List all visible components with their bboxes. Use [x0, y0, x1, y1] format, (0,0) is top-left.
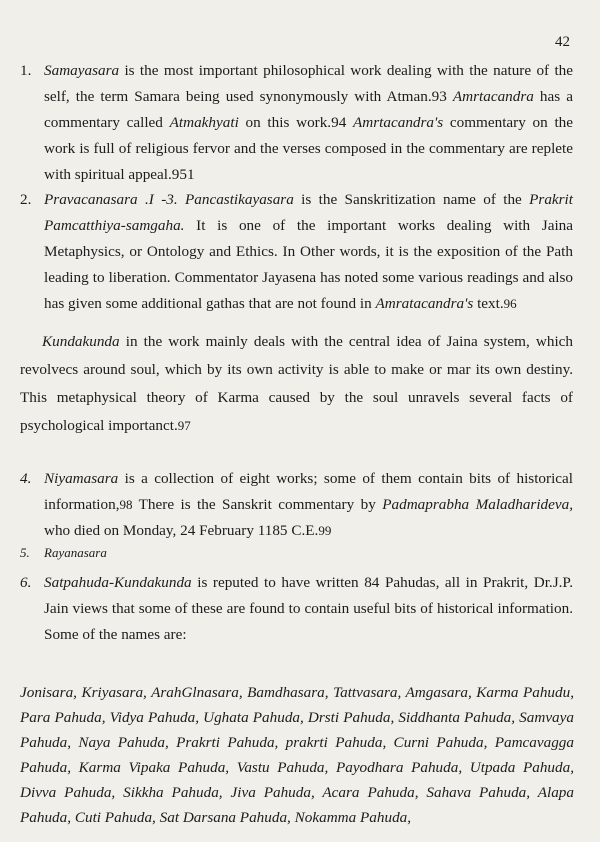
text-span: is the Sanskritization name of the — [293, 191, 530, 208]
text-span: commentary on the work is full of religious fervor and the verses composed in the commentary are replete with spiritual appeal.951 — [44, 114, 574, 183]
text-span: It is one of the important works dealing with Jaina Metaphysics, or Ontology and Ethics. In Other words, it is the exposition of the Path leading to liberation. Commentator Jayasena has noted some various readings and also has given some additional gathas that are not found in — [44, 217, 573, 312]
page-number: 42 — [555, 34, 570, 50]
list-item-4 — [0, 466, 600, 544]
list-item-5 — [0, 540, 600, 566]
body-paragraph — [0, 328, 600, 440]
title-pravacanasara: Pravacanasara .I -3. Pancastikayasara — [44, 191, 294, 208]
text-span: text. — [473, 295, 504, 312]
name-amrtacandra: Amrtacandra — [452, 88, 534, 105]
list-text — [44, 187, 573, 317]
text-span: on this work.94 — [238, 114, 354, 131]
text-span: is a collection of eight works; some of them contain bits of historical information, — [44, 470, 573, 513]
footnote-ref: 97 — [177, 418, 191, 433]
pahuda-names-list: Jonisara, Kriyasara, ArahGlnasara, Bamdhasara, Tattvasara, Amgasara, Karma Pahudu, Para Pahuda, Vidya Pahuda, Ughata Pahuda, Drsti Pahuda, Siddhanta Pahuda, Samvaya Pahuda, Naya Pahuda, Prakrti Pahuda, prakrti Pahuda, Curni Pahuda, Pamcavagga Pahuda, Karma Vipaka Pahuda, Vastu Pahuda, Payodhara Pahuda, Utpada Pahuda, Divva Pahuda, Sikkha Pahuda, Jiva Pahuda, Acara Pahuda, Sahava Pahuda, Alapa Pahuda, Cuti Pahuda, Sat Darsana Pahuda, Nokamma Pahuda, — [20, 684, 574, 826]
list-number: 6. — [20, 574, 32, 591]
list-text — [44, 466, 573, 544]
name-kundakunda: Kundakunda — [42, 333, 120, 350]
list-item-6 — [0, 570, 600, 648]
list-number: 5. — [20, 545, 30, 560]
name-padmaprabha: Padmaprabha Maladharideva, — [382, 496, 574, 513]
title-niyamasara: Niyamasara — [44, 470, 119, 487]
title-rayanasara: Rayanasara — [44, 545, 107, 560]
list-number: 4. — [20, 470, 32, 487]
footnote-ref: 99 — [318, 523, 332, 538]
footnote-ref: 98 — [119, 497, 133, 512]
text-span: There is the Sanskrit commentary by — [132, 496, 383, 513]
list-number: 2. — [20, 191, 32, 208]
text-span: is reputed to have written 84 Pahudas, all in Prakrit, Dr.J.P. Jain views that some of these are found to contain useful bits of historical information. Some of the names are: — [44, 574, 573, 643]
list-number: 1. — [20, 62, 32, 79]
text-span: has a commentary called — [44, 88, 573, 131]
list-item-2 — [0, 187, 600, 317]
text-span: who died on Monday, 24 February 1185 C.E. — [44, 522, 319, 539]
title-samayasara: Samayasara — [44, 62, 120, 79]
title-atmakhyati: Atmakhyati — [169, 114, 239, 131]
text-span: is the most important philosophical work dealing with the nature of the self, the term Samara being used synonymously with Atman.93 — [44, 62, 573, 105]
name-amrtacandras: Amrtacandra's — [353, 114, 444, 131]
footnote-ref: 96 — [503, 296, 517, 311]
list-text — [44, 58, 573, 188]
title-prakrit: Prakrit Pamcatthiya-samgaha. — [44, 191, 573, 234]
title-satpahuda: Satpahuda-Kundakunda — [44, 574, 192, 591]
text-span: in the work mainly deals with the central idea of Jaina system, which revolvecs around soul, which by its own activity is able to make or mar its own destiny. This metaphysical theory of Karma caused by the soul unravels several facts of psychological importanct. — [20, 333, 573, 434]
list-text — [44, 570, 573, 648]
list-item-1 — [0, 58, 600, 188]
name-amratacandras: Amratacandra's — [375, 295, 474, 312]
